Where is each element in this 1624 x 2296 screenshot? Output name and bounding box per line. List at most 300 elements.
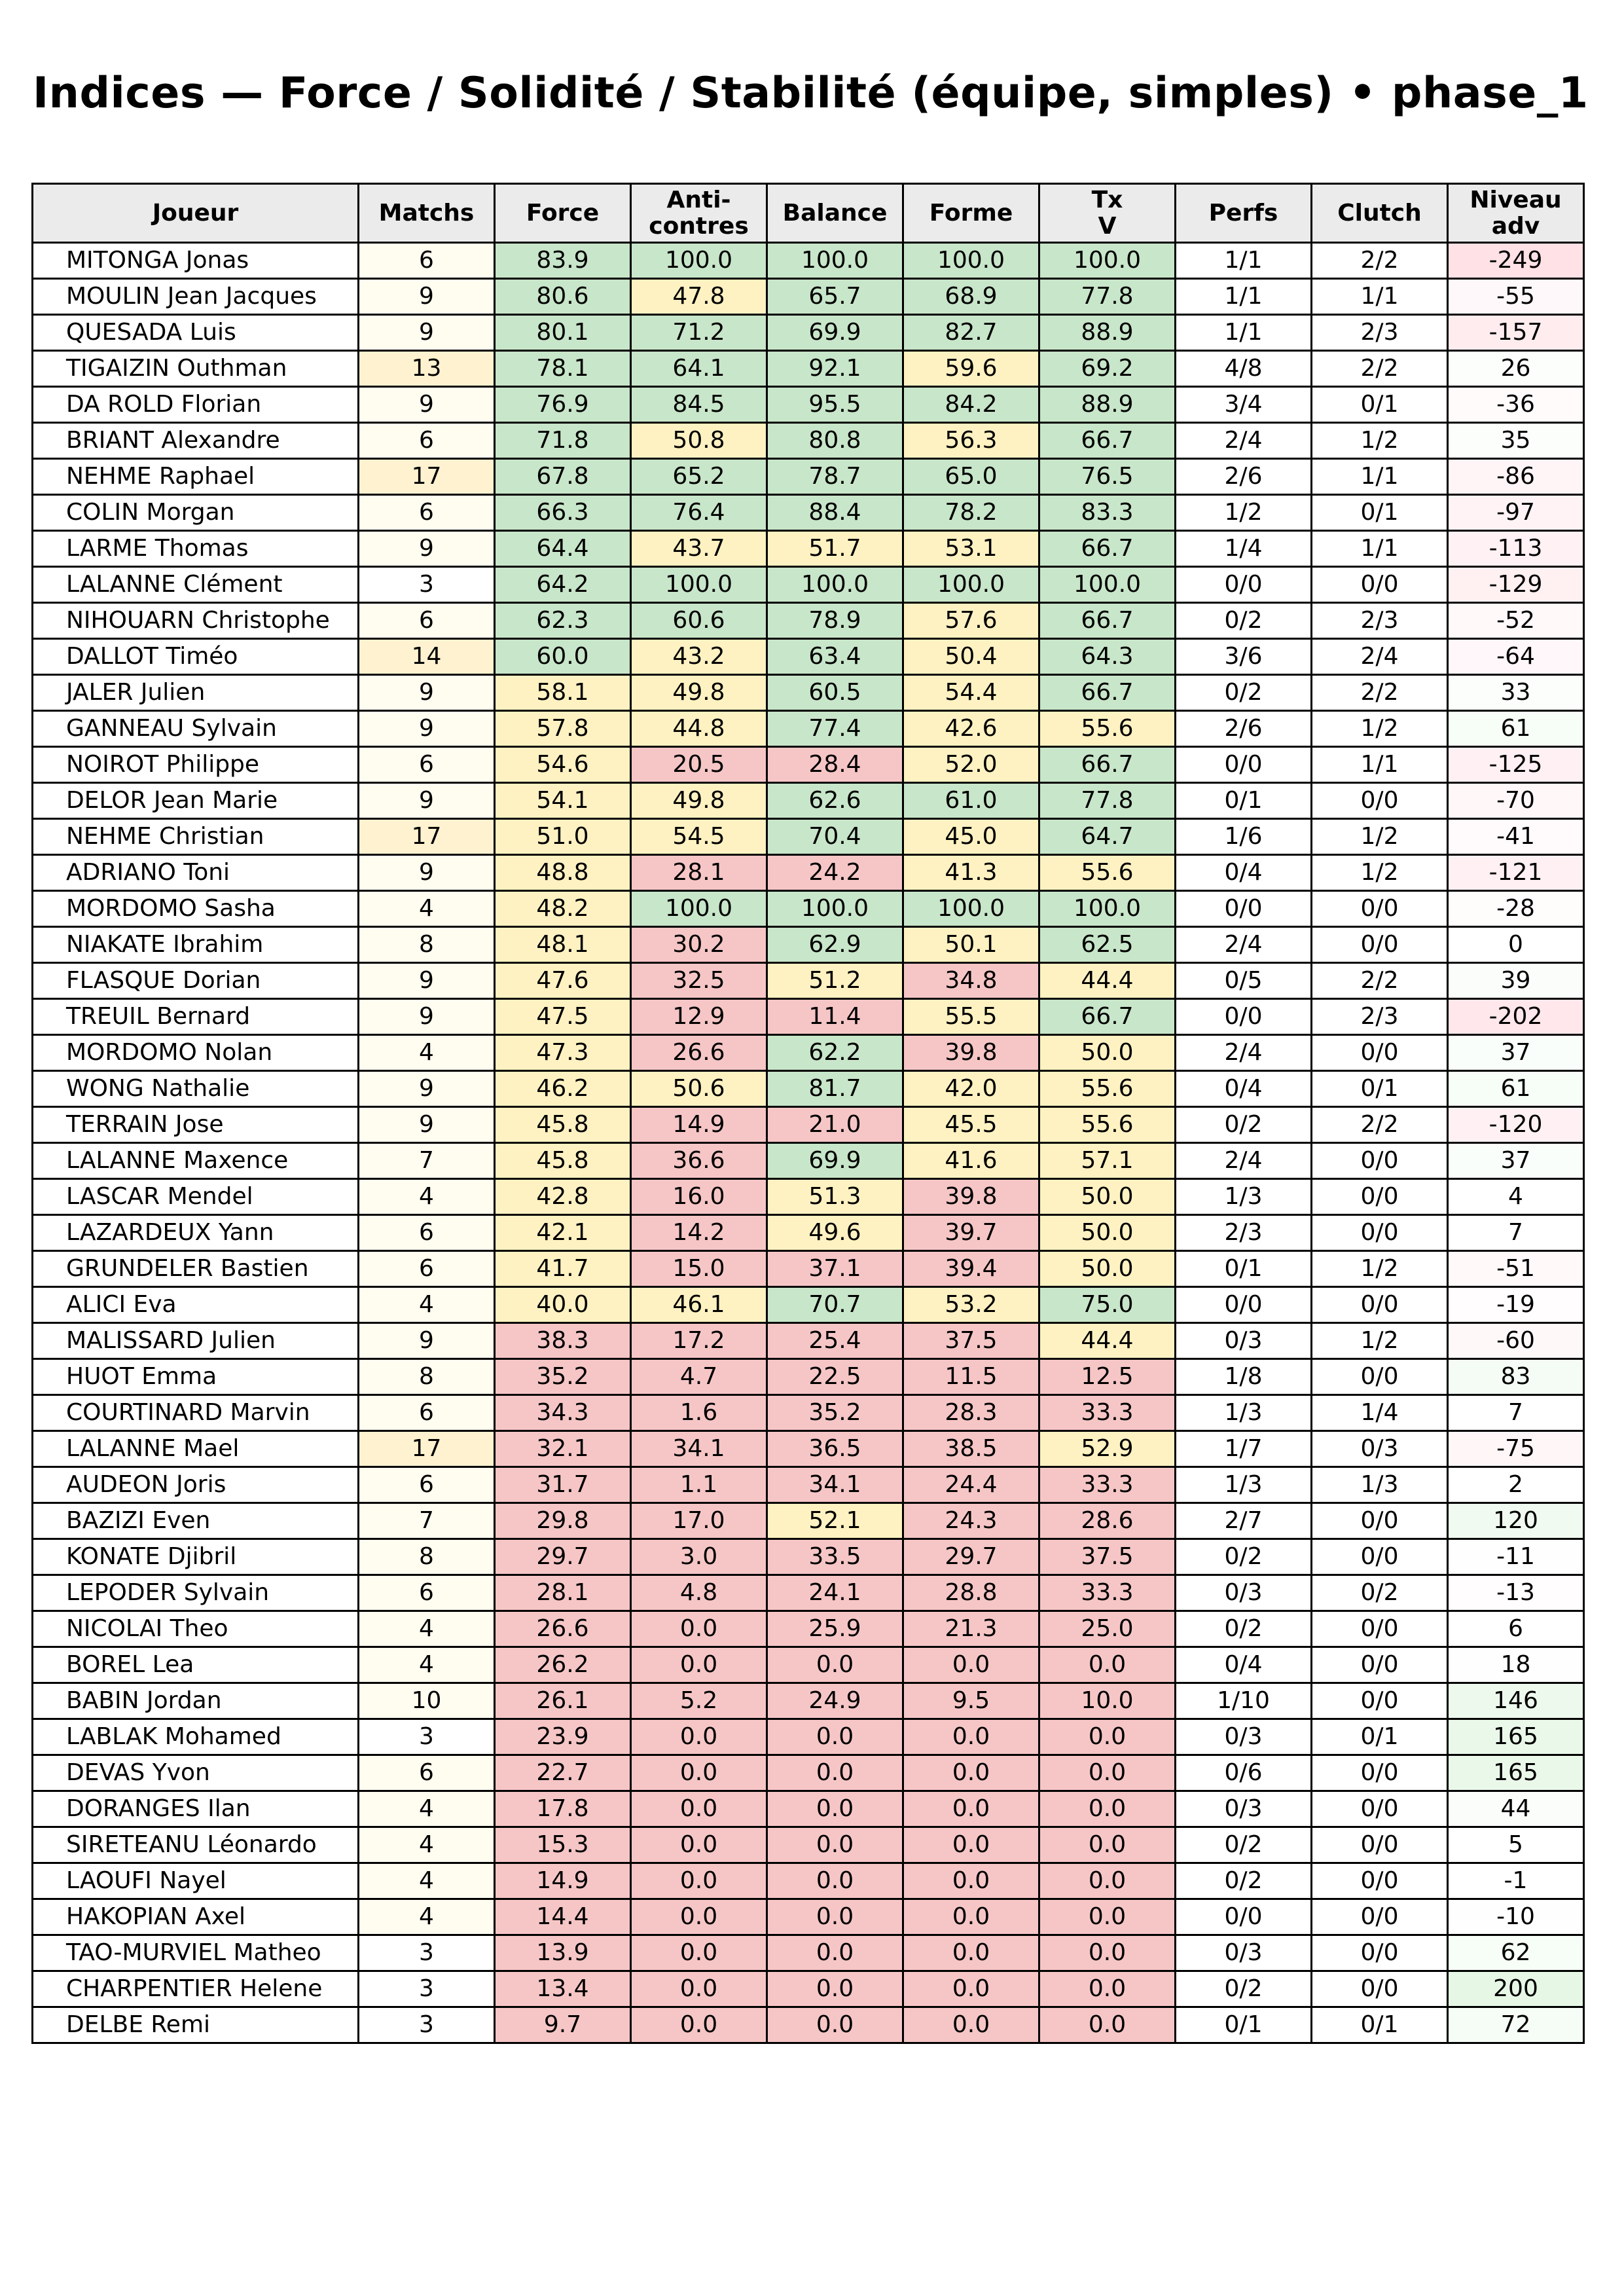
table-cell: -19 [1448,1287,1584,1323]
table-row [33,1071,1584,1107]
table-row [33,963,1584,999]
table-cell: 1/1 [1312,747,1448,783]
table-cell: 0/0 [1312,1935,1448,1971]
table-cell: 0.0 [631,1755,767,1791]
table-cell: -75 [1448,1431,1584,1467]
table-cell: 0/0 [1176,1899,1312,1935]
table-cell: 64.2 [495,567,631,603]
table-cell: 0/1 [1176,2007,1312,2043]
column-header: Niveau adv [1448,184,1584,243]
table-cell: 8 [359,927,495,963]
table-cell: 29.7 [903,1539,1039,1575]
table-cell: 14.9 [495,1863,631,1899]
table-cell: 70.7 [767,1287,903,1323]
player-name-cell: LAZARDEUX Yann [33,1215,359,1251]
table-cell: -51 [1448,1251,1584,1287]
table-cell: 17.0 [631,1503,767,1539]
player-name-cell: COLIN Morgan [33,495,359,531]
table-cell: 51.3 [767,1179,903,1215]
table-cell: 64.1 [631,351,767,387]
player-name-cell: HAKOPIAN Axel [33,1899,359,1935]
table-cell: -120 [1448,1107,1584,1143]
table-cell: 2/7 [1176,1503,1312,1539]
table-cell: 6 [359,1215,495,1251]
table-cell: 1/1 [1176,279,1312,315]
table-cell: 43.7 [631,531,767,567]
table-cell: 7 [359,1503,495,1539]
column-header: Balance [767,184,903,243]
table-cell: -36 [1448,387,1584,423]
table-cell: 0/2 [1176,1971,1312,2007]
player-name-cell: GRUNDELER Bastien [33,1251,359,1287]
table-cell: 0/2 [1176,1539,1312,1575]
table-cell: 2 [1448,1467,1584,1503]
table-cell: 1/2 [1312,855,1448,891]
page-title: Indices — Force / Solidité / Stabilité (équipe, simples) • phase_1 [33,69,1589,118]
table-cell: 11.5 [903,1359,1039,1395]
table-cell: 61 [1448,1071,1584,1107]
table-cell: 12.9 [631,999,767,1035]
table-cell: -1 [1448,1863,1584,1899]
table-cell: 0/1 [1176,783,1312,819]
table-cell: 35.2 [767,1395,903,1431]
player-name-cell: SIRETEANU Léonardo [33,1827,359,1863]
table-cell: 39 [1448,963,1584,999]
player-name-cell: HUOT Emma [33,1359,359,1395]
table-cell: 24.4 [903,1467,1039,1503]
table-cell: 43.2 [631,639,767,675]
table-cell: 29.7 [495,1539,631,1575]
table-cell: 3 [359,1935,495,1971]
table-cell: 0.0 [631,2007,767,2043]
table-cell: 28.8 [903,1575,1039,1611]
table-cell: 1/7 [1176,1431,1312,1467]
table-cell: 33.3 [1039,1395,1176,1431]
table-cell: 20.5 [631,747,767,783]
table-cell: 2/3 [1312,999,1448,1035]
table-cell: 4 [359,891,495,927]
table-cell: 69.9 [767,315,903,351]
table-cell: 42.8 [495,1179,631,1215]
player-name-cell: DELBE Remi [33,2007,359,2043]
table-cell: 7 [1448,1395,1584,1431]
table-cell: 0/0 [1312,783,1448,819]
table-cell: 0/2 [1312,1575,1448,1611]
table-cell: 82.7 [903,315,1039,351]
table-row [33,1899,1584,1935]
table-cell: 1/4 [1312,1395,1448,1431]
table-cell: 10 [359,1683,495,1719]
table-cell: 0/2 [1176,603,1312,639]
table-cell: 0/0 [1312,1503,1448,1539]
table-cell: 0/0 [1312,1179,1448,1215]
player-name-cell: NIAKATE Ibrahim [33,927,359,963]
table-cell: 0.0 [1039,1647,1176,1683]
table-cell: 45.8 [495,1143,631,1179]
table-cell: 0/0 [1312,1143,1448,1179]
table-cell: 60.6 [631,603,767,639]
table-cell: 61 [1448,711,1584,747]
table-cell: 57.6 [903,603,1039,639]
table-cell: 31.7 [495,1467,631,1503]
table-cell: 49.6 [767,1215,903,1251]
table-cell: 0.0 [1039,1755,1176,1791]
table-cell: 2/4 [1176,927,1312,963]
table-cell: 16.0 [631,1179,767,1215]
table-cell: 0.0 [767,2007,903,2043]
table-cell: 42.6 [903,711,1039,747]
table-row [33,567,1584,603]
table-cell: 0.0 [1039,1971,1176,2007]
table-cell: 54.4 [903,675,1039,711]
table-cell: 100.0 [903,243,1039,279]
table-cell: 0/2 [1176,675,1312,711]
table-cell: 33.5 [767,1539,903,1575]
table-cell: 0.0 [903,1935,1039,1971]
table-cell: 4 [359,1287,495,1323]
table-row [33,1935,1584,1971]
table-cell: 2/2 [1312,243,1448,279]
table-cell: 60.0 [495,639,631,675]
table-cell: 0/0 [1176,747,1312,783]
table-row [33,1863,1584,1899]
table-cell: 0.0 [903,1971,1039,2007]
table-cell: 0/0 [1312,891,1448,927]
table-cell: 11.4 [767,999,903,1035]
table-cell: 50.0 [1039,1035,1176,1071]
table-cell: 52.1 [767,1503,903,1539]
table-cell: -13 [1448,1575,1584,1611]
table-cell: 0/3 [1176,1791,1312,1827]
table-cell: 0/1 [1312,1719,1448,1755]
table-cell: 0.0 [767,1971,903,2007]
table-cell: 0/0 [1312,1035,1448,1071]
table-cell: -11 [1448,1539,1584,1575]
player-name-cell: LARME Thomas [33,531,359,567]
table-row [33,279,1584,315]
player-name-cell: JALER Julien [33,675,359,711]
table-cell: 9 [359,963,495,999]
table-cell: 6 [359,1755,495,1791]
table-cell: 21.0 [767,1107,903,1143]
table-cell: 9 [359,279,495,315]
table-cell: 64.4 [495,531,631,567]
player-name-cell: BAZIZI Even [33,1503,359,1539]
table-cell: 64.7 [1039,819,1176,855]
table-cell: 35 [1448,423,1584,459]
table-row [33,1467,1584,1503]
table-cell: 69.2 [1039,351,1176,387]
player-name-cell: MALISSARD Julien [33,1323,359,1359]
table-cell: 2/4 [1176,1143,1312,1179]
table-cell: 0.0 [767,1899,903,1935]
table-cell: 165 [1448,1719,1584,1755]
table-cell: 100.0 [903,567,1039,603]
player-name-cell: TAO-MURVIEL Matheo [33,1935,359,1971]
table-cell: 6 [359,1251,495,1287]
table-cell: 1/3 [1176,1395,1312,1431]
table-cell: 0/0 [1312,1971,1448,2007]
table-cell: 0.0 [903,1755,1039,1791]
table-cell: 1/10 [1176,1683,1312,1719]
table-cell: 76.5 [1039,459,1176,495]
table-cell: -97 [1448,495,1584,531]
table-cell: -113 [1448,531,1584,567]
table-cell: 0.0 [631,1719,767,1755]
table-cell: 0/4 [1176,1071,1312,1107]
table-cell: 14.9 [631,1107,767,1143]
table-cell: 65.2 [631,459,767,495]
table-cell: 76.9 [495,387,631,423]
table-cell: 2/4 [1176,423,1312,459]
table-cell: 29.8 [495,1503,631,1539]
table-cell: 3 [359,1971,495,2007]
table-cell: 0/0 [1312,1647,1448,1683]
table-cell: 63.4 [767,639,903,675]
table-cell: 0/4 [1176,855,1312,891]
table-cell: 50.1 [903,927,1039,963]
table-cell: 68.9 [903,279,1039,315]
table-cell: 0/5 [1176,963,1312,999]
table-cell: 62.6 [767,783,903,819]
table-row [33,1539,1584,1575]
column-header: Anti- contres [631,184,767,243]
table-cell: 57.8 [495,711,631,747]
table-cell: 6 [1448,1611,1584,1647]
table-cell: 71.8 [495,423,631,459]
table-cell: 50.0 [1039,1179,1176,1215]
table-cell: 0.0 [767,1935,903,1971]
table-cell: 56.3 [903,423,1039,459]
table-row [33,1791,1584,1827]
table-cell: 54.6 [495,747,631,783]
table-cell: -41 [1448,819,1584,855]
table-cell: 80.6 [495,279,631,315]
table-cell: 4 [359,1035,495,1071]
table-cell: 39.4 [903,1251,1039,1287]
table-cell: 0.0 [631,1827,767,1863]
table-cell: 1/2 [1312,1323,1448,1359]
column-header: Forme [903,184,1039,243]
table-cell: 1/2 [1312,1251,1448,1287]
table-cell: 52.9 [1039,1431,1176,1467]
table-cell: 0/0 [1176,1287,1312,1323]
table-cell: 54.1 [495,783,631,819]
table-cell: 45.8 [495,1107,631,1143]
table-cell: 14 [359,639,495,675]
table-cell: 0/1 [1312,2007,1448,2043]
table-cell: -86 [1448,459,1584,495]
table-cell: 83.9 [495,243,631,279]
table-cell: 6 [359,243,495,279]
table-cell: 84.2 [903,387,1039,423]
table-cell: 58.1 [495,675,631,711]
table-cell: 23.9 [495,1719,631,1755]
table-cell: 44.8 [631,711,767,747]
table-cell: 24.3 [903,1503,1039,1539]
player-name-cell: LASCAR Mendel [33,1179,359,1215]
table-cell: 55.6 [1039,1107,1176,1143]
table-cell: 6 [359,495,495,531]
table-cell: 0/6 [1176,1755,1312,1791]
table-cell: 0/0 [1312,1539,1448,1575]
table-cell: 0/0 [1176,891,1312,927]
table-cell: 41.3 [903,855,1039,891]
table-cell: 24.9 [767,1683,903,1719]
player-name-cell: BRIANT Alexandre [33,423,359,459]
player-name-cell: FLASQUE Dorian [33,963,359,999]
table-cell: 46.2 [495,1071,631,1107]
table-cell: 39.8 [903,1035,1039,1071]
table-cell: 37 [1448,1035,1584,1071]
player-name-cell: LALANNE Clément [33,567,359,603]
table-cell: 4/8 [1176,351,1312,387]
table-cell: 0.0 [631,1971,767,2007]
table-cell: 9 [359,999,495,1035]
table-cell: 55.6 [1039,711,1176,747]
table-cell: 28.1 [495,1575,631,1611]
table-row [33,1971,1584,2007]
table-cell: 70.4 [767,819,903,855]
table-cell: 17 [359,1431,495,1467]
table-cell: 45.0 [903,819,1039,855]
table-cell: 2/6 [1176,711,1312,747]
table-row [33,1359,1584,1395]
player-name-cell: MITONGA Jonas [33,243,359,279]
table-cell: 4 [359,1863,495,1899]
table-cell: 39.8 [903,1179,1039,1215]
player-name-cell: QUESADA Luis [33,315,359,351]
player-name-cell: DA ROLD Florian [33,387,359,423]
player-name-cell: NICOLAI Theo [33,1611,359,1647]
player-name-cell: LEPODER Sylvain [33,1575,359,1611]
table-cell: 100.0 [631,567,767,603]
table-cell: 9.7 [495,2007,631,2043]
table-cell: 95.5 [767,387,903,423]
table-cell: -129 [1448,567,1584,603]
table-row [33,1683,1584,1719]
table-cell: 5.2 [631,1683,767,1719]
table-cell: 44.4 [1039,1323,1176,1359]
table-cell: 200 [1448,1971,1584,2007]
column-header: Clutch [1312,184,1448,243]
table-cell: 1/2 [1176,495,1312,531]
table-cell: 9 [359,711,495,747]
table-cell: 71.2 [631,315,767,351]
table-cell: 146 [1448,1683,1584,1719]
table-cell: 47.5 [495,999,631,1035]
table-cell: 3.0 [631,1539,767,1575]
player-name-cell: AUDEON Joris [33,1467,359,1503]
table-row [33,1107,1584,1143]
table-cell: 100.0 [1039,243,1176,279]
table-row [33,999,1584,1035]
table-cell: 17 [359,819,495,855]
table-cell: 1/1 [1312,279,1448,315]
table-cell: 1/8 [1176,1359,1312,1395]
table-cell: 36.6 [631,1143,767,1179]
player-name-cell: ADRIANO Toni [33,855,359,891]
table-cell: 83.3 [1039,495,1176,531]
table-row [33,1323,1584,1359]
table-cell: 0.0 [1039,1719,1176,1755]
table-cell: 80.1 [495,315,631,351]
player-name-cell: NIHOUARN Christophe [33,603,359,639]
table-cell: 0.0 [1039,1935,1176,1971]
table-cell: 66.7 [1039,747,1176,783]
player-name-cell: COURTINARD Marvin [33,1395,359,1431]
table-cell: 50.0 [1039,1215,1176,1251]
table-cell: 0.0 [631,1935,767,1971]
table-cell: 0/1 [1312,387,1448,423]
table-row [33,1431,1584,1467]
table-cell: 1/1 [1176,243,1312,279]
table-row [33,639,1584,675]
table-cell: 24.1 [767,1575,903,1611]
table-cell: 34.1 [767,1467,903,1503]
table-row [33,1251,1584,1287]
table-cell: 1/4 [1176,531,1312,567]
player-name-cell: LABLAK Mohamed [33,1719,359,1755]
table-row [33,1575,1584,1611]
table-cell: 78.2 [903,495,1039,531]
table-row [33,819,1584,855]
table-cell: 84.5 [631,387,767,423]
table-cell: 22.7 [495,1755,631,1791]
table-cell: 72 [1448,2007,1584,2043]
table-cell: 165 [1448,1755,1584,1791]
table-cell: 88.9 [1039,315,1176,351]
table-cell: 26.6 [495,1611,631,1647]
table-cell: 1.1 [631,1467,767,1503]
table-cell: 76.4 [631,495,767,531]
table-cell: 60.5 [767,675,903,711]
table-cell: 0/1 [1312,495,1448,531]
table-cell: 0/3 [1176,1719,1312,1755]
table-row [33,531,1584,567]
table-cell: 9.5 [903,1683,1039,1719]
table-cell: 26.2 [495,1647,631,1683]
table-cell: 18 [1448,1647,1584,1683]
table-cell: 62.5 [1039,927,1176,963]
player-name-cell: ALICI Eva [33,1287,359,1323]
table-cell: 1/1 [1312,459,1448,495]
table-cell: 0.0 [767,1863,903,1899]
table-cell: 37.5 [903,1323,1039,1359]
table-cell: 44.4 [1039,963,1176,999]
table-cell: 66.7 [1039,603,1176,639]
table-cell: 67.8 [495,459,631,495]
table-cell: 49.8 [631,675,767,711]
table-row [33,243,1584,279]
table-row [33,675,1584,711]
table-cell: 120 [1448,1503,1584,1539]
table-cell: 0/0 [1312,1287,1448,1323]
player-name-cell: DORANGES Ilan [33,1791,359,1827]
table-cell: 50.8 [631,423,767,459]
player-name-cell: DALLOT Timéo [33,639,359,675]
table-cell: 0.0 [903,2007,1039,2043]
table-cell: 0.0 [631,1899,767,1935]
table-cell: -28 [1448,891,1584,927]
table-cell: 37.1 [767,1251,903,1287]
table-cell: 50.6 [631,1071,767,1107]
table-cell: 0/3 [1176,1323,1312,1359]
table-cell: 0/2 [1176,1611,1312,1647]
table-cell: 33.3 [1039,1467,1176,1503]
table-cell: 3/6 [1176,639,1312,675]
table-cell: 51.7 [767,531,903,567]
